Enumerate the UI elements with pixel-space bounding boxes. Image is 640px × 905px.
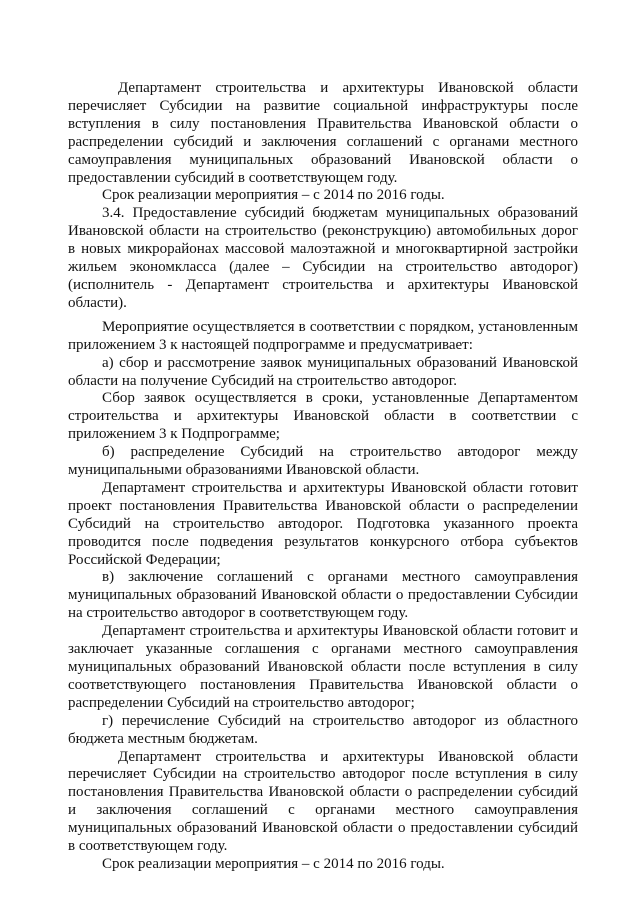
paragraph-draft-resolution: Департамент строительства и архитектуры Ивановской области готовит проект постановления Правительства Ивановской области о распределении Субсидий на строительство автодорог. Подготовка указанного проекта проводится после подведения результатов конкурсного отбора субъектов Российской Федерации; bbox=[68, 479, 578, 568]
paragraph-transfer-social: Департамент строительства и архитектуры Ивановской области перечисляет Субсидии на развитие социальной инфраструктуры после вступления в силу постановления Правительства Ивановской области о распределении субсидий и заключения соглашений с органами местного самоуправления муниципальных образований Ивановской области о предоставлении субсидий в соответствующем году. bbox=[68, 80, 578, 186]
paragraph-collection: Сбор заявок осуществляется в сроки, установленные Департаментом строительства и архитектуры Ивановской области в соответствии с приложением 3 к Подпрограмме; bbox=[68, 390, 578, 443]
paragraph-agreements: Департамент строительства и архитектуры Ивановской области готовит и заключает указанные соглашения с органами местного самоуправления муниципальных образований Ивановской области после вступления в силу соответствующего постановления Правительства Ивановской области о распределении Субсидий на строительство автодорог; bbox=[68, 623, 578, 711]
paragraph-procedure: Мероприятие осуществляется в соответствии с порядком, установленным приложением 3 к настоящей подпрограмме и предусматривает: bbox=[68, 318, 578, 353]
paragraph-item-v: в) заключение соглашений с органами местного самоуправления муниципальных образований Ивановской области о предоставлении Субсидии на строительство автодорог в соответствующем году. bbox=[68, 569, 578, 622]
paragraph-term-1: Срок реализации мероприятия – с 2014 по 2016 годы. bbox=[102, 187, 445, 204]
paragraph-item-g: г) перечисление Субсидий на строительство автодорог из областного бюджета местным бюджетам. bbox=[68, 712, 578, 747]
paragraph-term-2: Срок реализации мероприятия – с 2014 по 2016 годы. bbox=[102, 855, 445, 872]
paragraph-transfer-roads: Департамент строительства и архитектуры Ивановской области перечисляет Субсидии на строительство автодорог после вступления в силу постановления Правительства Ивановской области о распределении субсидий и заключения соглашений с органами местного самоуправления муниципальных образований Ивановской области о предоставлении субсидий в соответствующем году. bbox=[68, 748, 578, 855]
paragraph-item-a: а) сбор и рассмотрение заявок муниципальных образований Ивановской области на получение Субсидий на строительство автодорог. bbox=[68, 354, 578, 389]
paragraph-item-b: б) распределение Субсидий на строительство автодорог между муниципальными образованиями Ивановской области. bbox=[68, 444, 578, 479]
paragraph-section-3-4: 3.4. Предоставление субсидий бюджетам муниципальных образований Ивановской области на строительство (реконструкцию) автомобильных дорог в новых микрорайонах массовой малоэтажной и многоквартирной застройки жильем экономкласса (далее – Субсидии на строительство автодорог) (исполнитель - Департамент строительства и архитектуры Ивановской области). bbox=[68, 205, 578, 311]
